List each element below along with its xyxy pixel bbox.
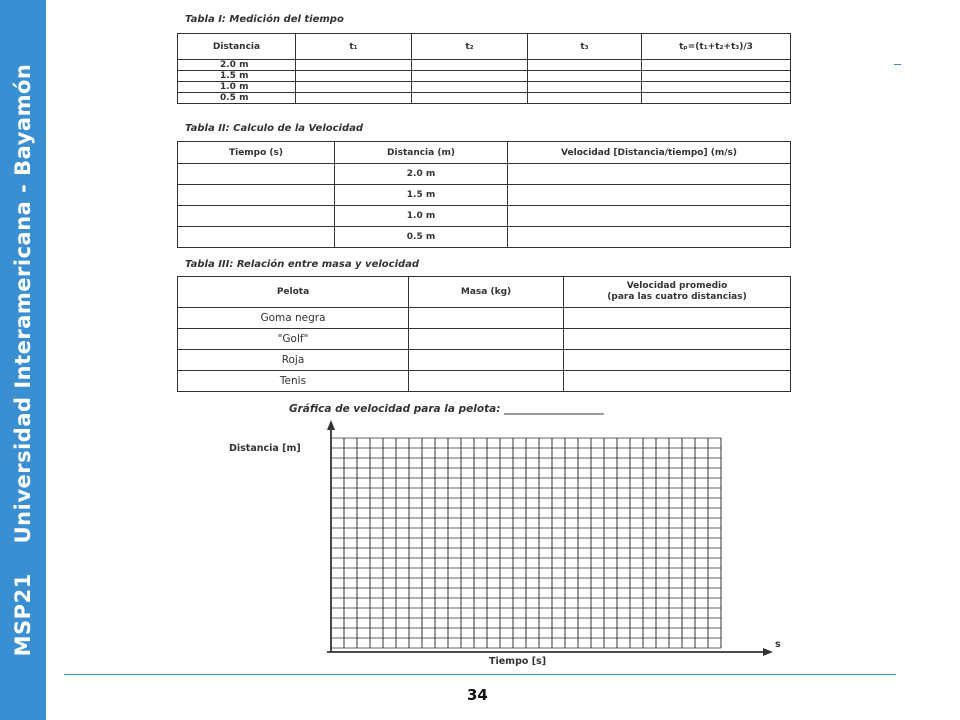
t1-header-distance: Distancia (178, 34, 296, 60)
table-row: 1.0 m (335, 206, 508, 227)
t3-header-avg-line2: (para las cuatro distancias) (607, 292, 747, 302)
table-row: Goma negra (178, 308, 409, 329)
graph-ylabel: Distancia [m] (229, 443, 301, 454)
table3-title: Tabla III: Relación entre masa y velocidad (185, 259, 420, 270)
t2-header-distance: Distancia (m) (335, 142, 508, 164)
table-row: 0.5 m (178, 93, 296, 104)
institution-name: Universidad Interamericana - Bayamón (11, 63, 35, 544)
t1-header-t2: t₂ (412, 34, 528, 60)
t3-header-avg-line1: Velocidad promedio (626, 281, 728, 291)
t3-header-mass: Masa (kg) (409, 277, 564, 308)
y-axis-arrow-icon (327, 420, 335, 430)
t1-header-t3: t₃ (528, 34, 642, 60)
table-row: "Golf" (178, 329, 409, 350)
table-row: Roja (178, 350, 409, 371)
graph-xlabel: Tiempo [s] (489, 656, 547, 667)
table2-title: Tabla II: Calculo de la Velocidad (185, 123, 364, 134)
page-number: 34 (467, 686, 488, 704)
t3-header-ball: Pelota (178, 277, 409, 308)
graph-title: Gráfica de velocidad para la pelota: ___________________ (289, 403, 604, 415)
graph-xunit: s (775, 639, 781, 650)
table-row: 2.0 m (335, 164, 508, 185)
t1-header-t1: t₁ (296, 34, 412, 60)
table-row: 1.5 m (335, 185, 508, 206)
table-row: 2.0 m (178, 60, 296, 71)
course-code: MSP21 (11, 573, 35, 657)
table-row: 1.5 m (178, 71, 296, 82)
table-row: Tenis (178, 371, 409, 392)
grid-lines (331, 438, 721, 648)
t2-header-velocity: Velocidad [Distancia/tiempo] (m/s) (508, 142, 791, 164)
footer-divider (64, 674, 896, 675)
t1-header-tp: tₚ=(t₁+t₂+t₃)/3 (642, 34, 791, 60)
table1-title: Tabla I: Medición del tiempo (185, 14, 344, 25)
table-row: 0.5 m (335, 227, 508, 248)
table-row: 1.0 m (178, 82, 296, 93)
t2-header-time: Tiempo (s) (178, 142, 335, 164)
x-axis-arrow-icon (763, 648, 773, 656)
